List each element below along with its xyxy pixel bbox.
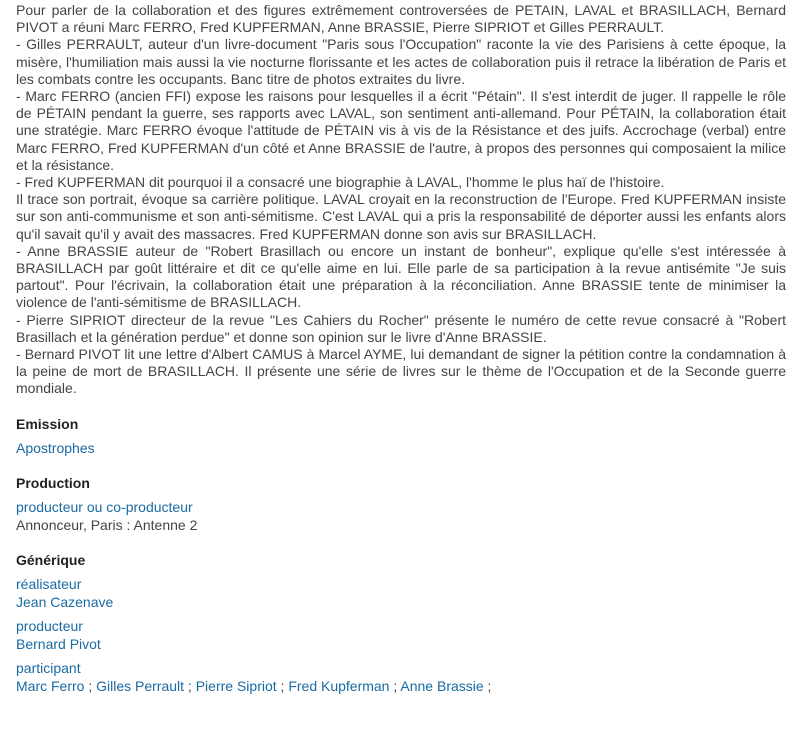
emission-heading: Emission [16, 415, 79, 432]
participant-link[interactable]: Anne Brassie [400, 677, 484, 694]
description-pivot: - Bernard PIVOT lit une lettre d'Albert CAMUS à Marcel AYME, lui demandant de signer la pétition contre la condamnation à la peine de mort de BRASILLACH. Il présente une série de livres sur le thème de l'Occupation et de la Seconde guerre mondiale. [16, 346, 786, 397]
description [16, 2, 786, 398]
producteur-group [16, 617, 786, 653]
description-perrault: - Gilles PERRAULT, auteur d'un livre-document "Paris sous l'Occupation" raconte la vie des Parisiens à cette époque, la misère, l'humiliation mais aussi la vie nocturne florissante et les actes de collaboration puis il retrace la libération de Paris et les combats contre les occupants. Banc titre de photos extraites du livre. [16, 36, 786, 87]
producteur-name-link[interactable]: Bernard Pivot [16, 635, 101, 652]
participant-separator: ; [84, 677, 97, 694]
participant-separator: ; [276, 677, 289, 694]
participant-separator: ; [389, 677, 401, 694]
realisateur-name-link[interactable]: Jean Cazenave [16, 593, 114, 610]
production-value: Annonceur, Paris : Antenne 2 [16, 516, 198, 533]
emission-link[interactable]: Apostrophes [16, 439, 95, 456]
realisateur-role-link[interactable]: réalisateur [16, 575, 82, 592]
production-role-link[interactable]: producteur ou co-producteur [16, 498, 193, 515]
generique-section [16, 551, 786, 695]
participant-link[interactable]: Marc Ferro [16, 677, 85, 694]
production-heading: Production [16, 474, 90, 491]
emission-section [16, 415, 786, 457]
description-brassie: - Anne BRASSIE auteur de "Robert Brasillach ou encore un instant de bonheur", explique qu'elle s'est intéressée à BRASILLACH par goût littéraire et dit ce qu'elle aime en lui. Elle parle de sa participation à la revue antisémite "Je suis partout". Pour l'écrivain, la collaboration était une préparation à la réconciliation. Anne BRASSIE tente de minimiser la violence de l'anti-sémitisme de BRASILLACH. [16, 242, 786, 311]
producteur-role-link[interactable]: producteur [16, 617, 83, 634]
participant-link[interactable]: Pierre Sipriot [195, 677, 277, 694]
generique-heading: Générique [16, 551, 86, 568]
production-section [16, 474, 786, 534]
description-kupferman: Il trace son portrait, évoque sa carrière politique. LAVAL croyait en la reconstruction de l'Europe. Fred KUPFERMAN insiste sur son anti-communisme et son anti-sémitisme. C'est LAVAL qui a pris la responsabilité de déporter aussi les enfants alors qu'il savait qu'il y avait des massacres. Fred KUPFERMAN donne son avis sur BRASILLACH. [16, 191, 786, 242]
participant-link[interactable]: Gilles Perrault [96, 677, 185, 694]
participant-list [16, 677, 786, 695]
participant-role-link[interactable]: participant [16, 659, 81, 676]
description-intro: Pour parler de la collaboration et des figures extrêmement controversées de PETAIN, LAVAL et BRASILLACH, Bernard PIVOT a réuni Marc FERRO, Fred KUPFERMAN, Anne BRASSIE, Pierre SIPRIOT et Gilles PERRAULT. [16, 2, 786, 36]
description-sipriot: - Pierre SIPRIOT directeur de la revue "Les Cahiers du Rocher" présente le numéro de cette revue consacré à "Robert Brasillach et la génération perdue" et donne son opinion sur le livre d'Anne BRASSIE. [16, 311, 786, 345]
description-kupferman-intro: - Fred KUPFERMAN dit pourquoi il a consacré une biographie à LAVAL, l'homme le plus haï de l'histoire. [16, 174, 665, 191]
participant-group [16, 659, 786, 695]
realisateur-group [16, 575, 786, 611]
participant-separator: ; [483, 677, 492, 694]
participant-separator: ; [184, 677, 196, 694]
participant-link[interactable]: Fred Kupferman [288, 677, 390, 694]
description-ferro: - Marc FERRO (ancien FFI) expose les raisons pour lesquelles il a écrit "Pétain". Il s'est interdit de juger. Il rappelle le rôle de PÉTAIN pendant la guerre, ses rapports avec LAVAL, son sentiment anti-allemand. Pour PÉTAIN, la collaboration était une stratégie. Marc FERRO évoque l'attitude de PÉTAIN vis à vis de la Résistance et des juifs. Accrochage (verbal) entre Marc FERRO, Fred KUPFERMAN d'un côté et Anne BRASSIE de l'autre, à propos des personnes qui composaient la milice et la résistance. [16, 88, 786, 173]
